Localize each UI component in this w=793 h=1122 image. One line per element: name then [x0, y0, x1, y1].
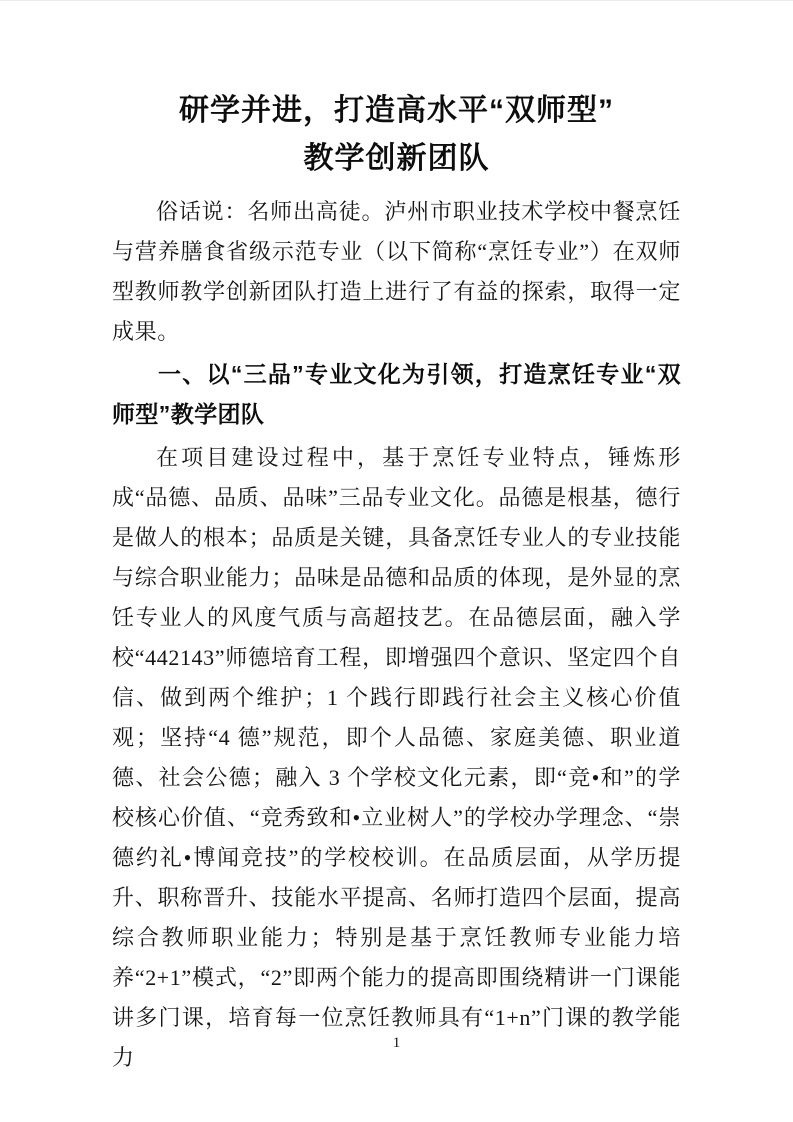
paragraph-section-1: 在项目建设过程中，基于烹饪专业特点，锤炼形成“品德、品质、品味”三品专业文化。品德是根基，德行是做人的根本；品质是关键，具备烹饪专业人的专业技能与综合职业能力；品味是品德和品质的体现，是外显的烹饪专业人的风度气质与高超技艺。在品德层面，融入学校“442143”师德培育工程，即增强四个意识、坚定四个自信、做到两个维护；1 个践行即践行社会主义核心价值观；坚持“4 德”规范，即个人品德、家庭美德、职业道德、社会公德；融入 3 个学校文化元素，即“竞•和”的学校核心价值、“竞秀致和•立业树人”的学校办学理念、“崇德约礼•博闻竞技”的学校校训。在品质层面，从学历提升、职称晋升、技能水平提高、名师打造四个层面，提高综合教师职业能力；特别是基于烹饪教师专业能力培养“2+1”模式，“2”即两个能力的提高即围绕精讲一门课能讲多门课，培育每一位烹饪教师具有“1+n”门课的教学能力: [112, 445, 681, 1070]
document-title-line-2: 教学创新团队: [303, 142, 490, 175]
page-number: 1: [392, 1035, 401, 1051]
section-heading-1: 一、以“三品”专业文化为引领，打造烹饪专业“双师型”教学团队: [112, 361, 681, 427]
paragraph-intro: 俗话说：名师出高徒。泸州市职业技术学校中餐烹饪与营养膳食省级示范专业（以下简称“烹饪专业”）在双师型教师教学创新团队打造上进行了有益的探索，取得一定成果。: [112, 199, 681, 344]
document-title-line-1: 研学并进，打造高水平“双师型”: [179, 94, 614, 127]
document-title: [112, 87, 681, 183]
